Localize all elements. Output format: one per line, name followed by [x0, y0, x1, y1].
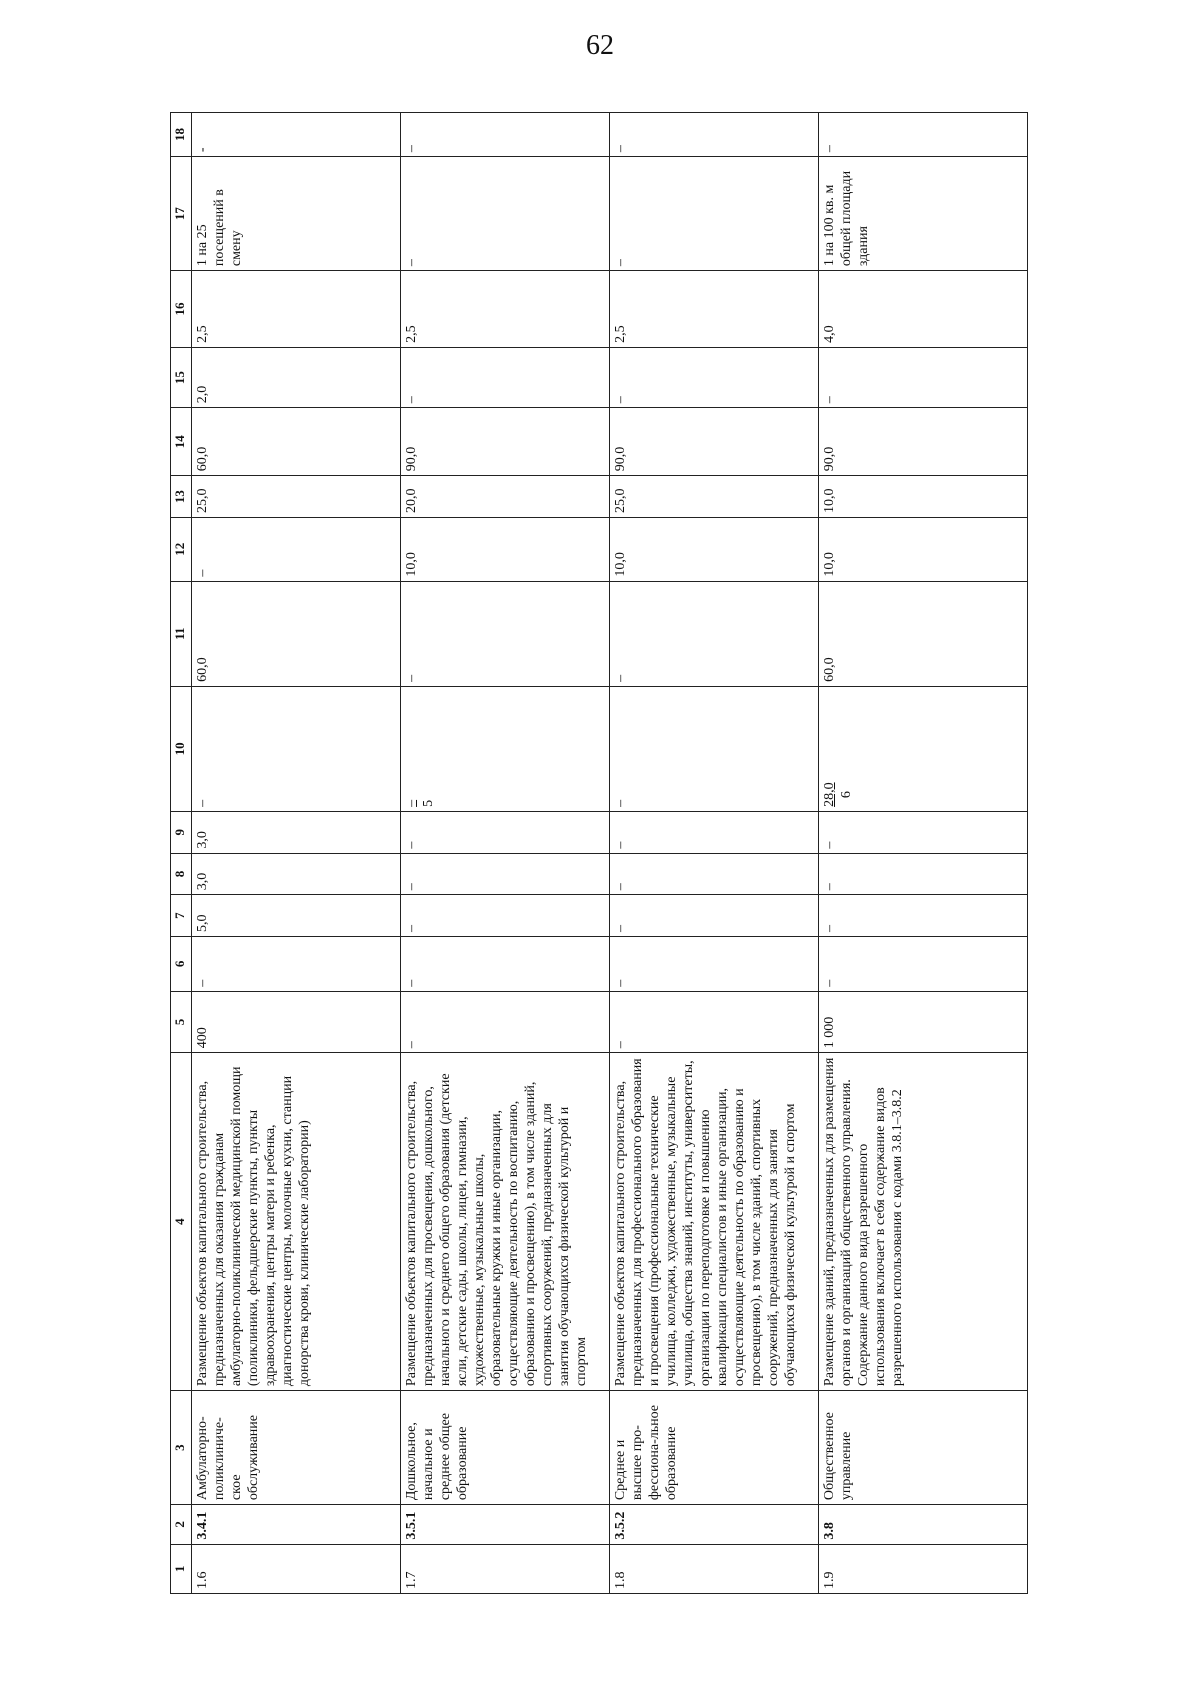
header-col-1: 1 — [171, 1544, 192, 1593]
cell-col-9: – — [819, 811, 1028, 853]
cell-col-6: – — [819, 936, 1028, 991]
cell-col-15: 2,0 — [192, 347, 401, 407]
cell-col-16: 2,5 — [401, 271, 610, 348]
header-col-2: 2 — [171, 1505, 192, 1544]
land-use-code: 3.8 — [819, 1505, 1028, 1544]
land-use-code: 3.5.2 — [610, 1505, 819, 1544]
cell-col-16: 2,5 — [610, 271, 819, 348]
header-col-5: 5 — [171, 991, 192, 1052]
cell-col-7: – — [819, 895, 1028, 937]
header-col-11: 11 — [171, 581, 192, 686]
cell-col-10 — [610, 686, 819, 811]
cell-col-16: 4,0 — [819, 271, 1028, 348]
land-use-name: Амбулаторно-поликлиниче-ское обслуживание — [192, 1391, 401, 1505]
header-col-3: 3 — [171, 1391, 192, 1505]
row-number: 1.9 — [819, 1544, 1028, 1593]
land-use-table — [170, 112, 1028, 1594]
cell-col-6: – — [401, 936, 610, 991]
cell-col-15: – — [610, 347, 819, 407]
header-col-8: 8 — [171, 853, 192, 895]
cell-col-18: – — [401, 113, 610, 157]
fraction-denominator: 5 — [421, 799, 436, 807]
cell-col-11: – — [610, 581, 819, 686]
cell-col-10 — [192, 686, 401, 811]
page-number: 62 — [586, 30, 614, 61]
header-col-7: 7 — [171, 895, 192, 937]
land-use-name: Общественное управление — [819, 1391, 1028, 1505]
table-row — [401, 113, 610, 1594]
cell-col-9: 3,0 — [192, 811, 401, 853]
cell-col-17: 1 на 100 кв. м общей площади здания — [819, 157, 1028, 271]
cell-col-15: – — [401, 347, 610, 407]
fraction-value — [403, 800, 437, 807]
cell-col-14: 90,0 — [610, 408, 819, 476]
cell-col-7: – — [610, 895, 819, 937]
cell-col-11: 60,0 — [819, 581, 1028, 686]
land-use-description: Размещение зданий, предназначенных для размещения органов и организаций общественного управления. Содержание данного вида разрешенного использования включает в себя содержание видов разрешенного использования с кодами 3.8.1–3.8.2 — [819, 1053, 1028, 1391]
header-col-10: 10 — [171, 686, 192, 811]
cell-col-6: – — [192, 936, 401, 991]
cell-col-5: 400 — [192, 991, 401, 1052]
cell-col-8: – — [610, 853, 819, 895]
land-use-name: Среднее и высшее про-фессиона-льное образование — [610, 1391, 819, 1505]
table-row — [192, 113, 401, 1594]
cell-col-11: 60,0 — [192, 581, 401, 686]
cell-col-12: 10,0 — [610, 517, 819, 581]
cell-col-12: 10,0 — [401, 517, 610, 581]
header-col-15: 15 — [171, 347, 192, 407]
header-col-13: 13 — [171, 476, 192, 518]
cell-col-18: – — [610, 113, 819, 157]
cell-col-13: 10,0 — [819, 476, 1028, 518]
header-col-9: 9 — [171, 811, 192, 853]
fraction-numerator: – — [404, 799, 419, 807]
cell-col-8: – — [401, 853, 610, 895]
cell-col-9: – — [610, 811, 819, 853]
header-col-12: 12 — [171, 517, 192, 581]
land-use-code: 3.4.1 — [192, 1505, 401, 1544]
table-row — [610, 113, 819, 1594]
fraction-value — [821, 782, 855, 807]
land-use-description: Размещение объектов капитального строительства, предназначенных для просвещения, дошкольного, начального и среднего общего образования (детские ясли, детские сады, школы, лицеи, гимназии, художественные, музыкальные школы, образовательные кружки и иные организации, осуществляющие деятельность по воспитанию, образованию и просвещению), в том числе зданий, спортивных сооружений, предназначенных для занятия обучающихся физической культурой и спортом — [401, 1053, 610, 1391]
cell-col-10 — [819, 686, 1028, 811]
cell-col-9: – — [401, 811, 610, 853]
cell-col-7: 5,0 — [192, 895, 401, 937]
cell-col-10 — [401, 686, 610, 811]
cell-col-13: 25,0 — [192, 476, 401, 518]
row-number: 1.8 — [610, 1544, 819, 1593]
cell-col-10-value: – — [195, 799, 210, 807]
header-col-14: 14 — [171, 408, 192, 476]
header-col-6: 6 — [171, 936, 192, 991]
cell-col-14: 90,0 — [819, 408, 1028, 476]
land-use-description: Размещение объектов капитального строительства, предназначенных для оказания гражданам амбулаторно-поликлинической медицинской помощи (поликлиники, фельдшерские пункты, пункты здравоохранения, центры матери и ребенка, диагностические центры, молочные кухни, станции донорства крови, клинические лаборатории) — [192, 1053, 401, 1391]
cell-col-5: 1 000 — [819, 991, 1028, 1052]
cell-col-13: 25,0 — [610, 476, 819, 518]
cell-col-8: 3,0 — [192, 853, 401, 895]
cell-col-15: – — [819, 347, 1028, 407]
cell-col-13: 20,0 — [401, 476, 610, 518]
cell-col-16: 2,5 — [192, 271, 401, 348]
cell-col-17: 1 на 25 посещений в смену — [192, 157, 401, 271]
cell-col-5: – — [610, 991, 819, 1052]
cell-col-14: 60,0 — [192, 408, 401, 476]
cell-col-11: – — [401, 581, 610, 686]
cell-col-6: – — [610, 936, 819, 991]
cell-col-17: – — [401, 157, 610, 271]
fraction-denominator: 6 — [839, 791, 854, 799]
header-row — [171, 113, 192, 1594]
cell-col-8: – — [819, 853, 1028, 895]
table-row — [819, 113, 1028, 1594]
rotated-table-wrapper — [170, 112, 1046, 1594]
land-use-name: Дошкольное, начальное и среднее общее образование — [401, 1391, 610, 1505]
header-col-18: 18 — [171, 113, 192, 157]
header-col-16: 16 — [171, 271, 192, 348]
row-number: 1.7 — [401, 1544, 610, 1593]
cell-col-7: – — [401, 895, 610, 937]
row-number: 1.6 — [192, 1544, 401, 1593]
cell-col-18: – — [819, 113, 1028, 157]
header-col-17: 17 — [171, 157, 192, 271]
cell-col-14: 90,0 — [401, 408, 610, 476]
cell-col-18: - — [192, 113, 401, 157]
cell-col-5: – — [401, 991, 610, 1052]
cell-col-12: – — [192, 517, 401, 581]
land-use-code: 3.5.1 — [401, 1505, 610, 1544]
cell-col-12: 10,0 — [819, 517, 1028, 581]
fraction-numerator: 28,0 — [822, 782, 837, 807]
header-col-4: 4 — [171, 1053, 192, 1391]
cell-col-17: – — [610, 157, 819, 271]
land-use-description: Размещение объектов капитального строительства, предназначенных для профессионального образования и просвещения (профессиональные технические училища, колледжи, художественные, музыкальные училища, общества знаний, институты, университеты, организации по переподготовке и повышению квалификации специалистов и иные организации, осуществляющие деятельность по образованию и просвещению), в том числе зданий, спортивных сооружений, предназначенных для занятия обучающихся физической культурой и спортом — [610, 1053, 819, 1391]
cell-col-10-value: – — [613, 799, 628, 807]
